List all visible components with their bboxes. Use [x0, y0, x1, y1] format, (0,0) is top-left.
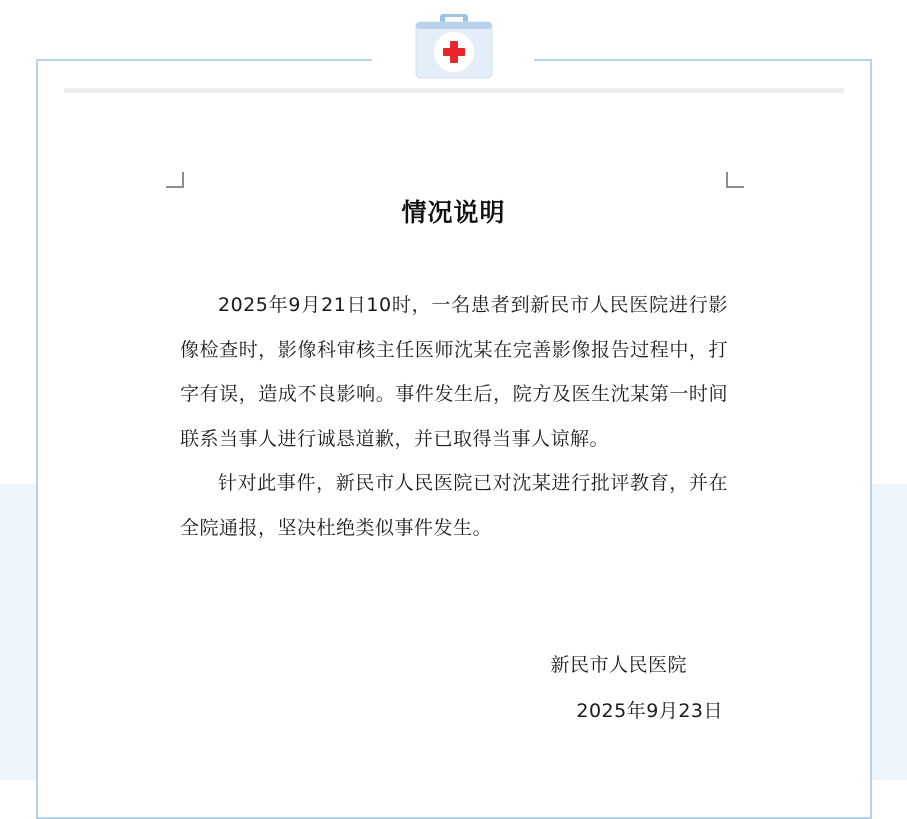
- header-divider: [64, 88, 844, 93]
- document-title: 情况说明: [401, 198, 506, 227]
- signature-block: [550, 642, 723, 734]
- document-body: [180, 283, 728, 550]
- corner-mark-top-left: [166, 172, 184, 188]
- corner-mark-top-right: [726, 172, 744, 188]
- signature-organization: 新民市人民医院: [550, 654, 687, 676]
- signature-date: 2025年9月23日: [576, 700, 723, 722]
- paragraph-incident: 2025年9月21日10时，一名患者到新民市人民医院进行影像检查时，影像科审核主任医师沈某在完善影像报告过程中，打字有误，造成不良影响。事件发生后，院方及医生沈某第一时间联系当事人进行诚恳道歉，并已取得当事人谅解。: [180, 294, 728, 450]
- paragraph-action: 针对此事件，新民市人民医院已对沈某进行批评教育，并在全院通报，坚决杜绝类似事件发生。: [180, 472, 728, 539]
- first-aid-kit-icon: [414, 14, 494, 80]
